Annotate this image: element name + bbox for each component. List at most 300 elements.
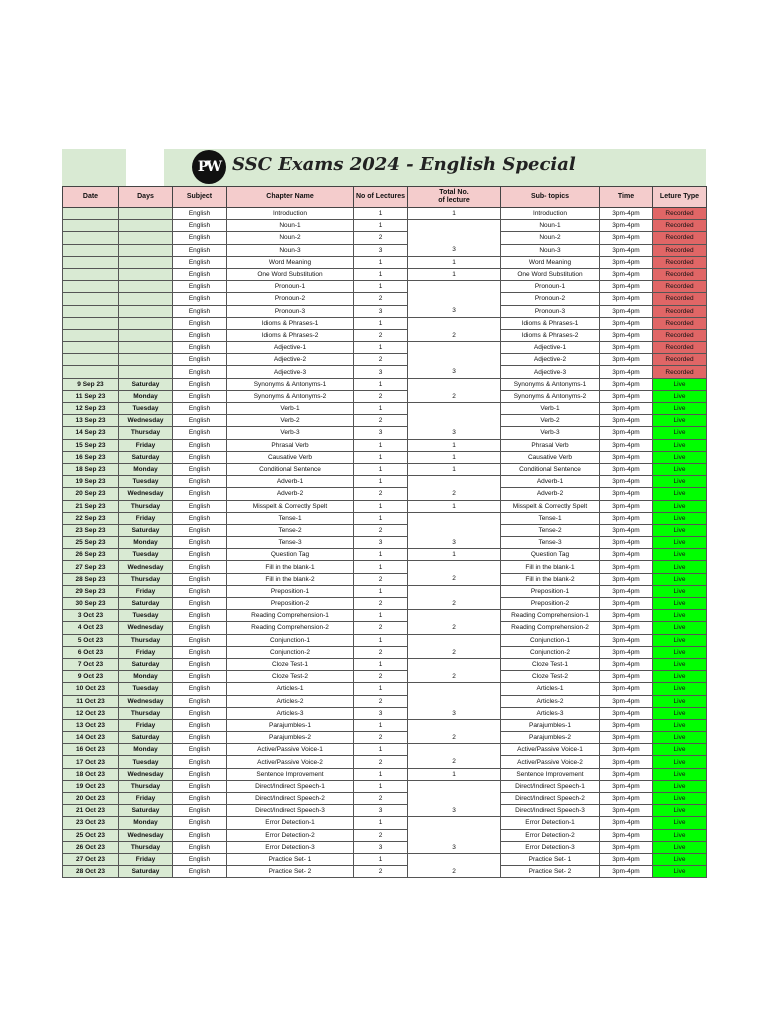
cell-subtopic: Preposition-2	[501, 598, 600, 610]
cell-time: 3pm-4pm	[600, 415, 653, 427]
cell-subject: English	[173, 732, 227, 744]
table-row	[63, 281, 707, 293]
cell-subtopic: Noun-3	[501, 244, 600, 256]
cell-day	[119, 220, 173, 232]
table-row	[63, 500, 707, 512]
logo-container	[126, 149, 221, 186]
cell-total: 2	[408, 866, 501, 878]
cell-chapter: Question Tag	[227, 549, 354, 561]
cell-subtopic: Idioms & Phrases-2	[501, 329, 600, 341]
cell-time: 3pm-4pm	[600, 451, 653, 463]
cell-chapter: Noun-2	[227, 232, 354, 244]
cell-total: 2	[408, 671, 501, 683]
cell-subtopic: Tense-2	[501, 524, 600, 536]
cell-time: 3pm-4pm	[600, 732, 653, 744]
cell-subject: English	[173, 549, 227, 561]
cell-lectures: 3	[354, 305, 408, 317]
cell-lectures: 2	[354, 756, 408, 768]
cell-lectures: 3	[354, 427, 408, 439]
cell-type: Live	[653, 439, 707, 451]
cell-type: Live	[653, 768, 707, 780]
cell-total: 2	[408, 756, 501, 768]
cell-subject: English	[173, 317, 227, 329]
cell-total	[408, 476, 501, 488]
pw-logo-icon: PW	[192, 150, 226, 184]
cell-date	[63, 244, 119, 256]
cell-day	[119, 329, 173, 341]
cell-subject: English	[173, 756, 227, 768]
cell-total: 3	[408, 244, 501, 256]
cell-time: 3pm-4pm	[600, 476, 653, 488]
table-row	[63, 354, 707, 366]
cell-type: Live	[653, 866, 707, 878]
cell-chapter: Introduction	[227, 208, 354, 220]
cell-time: 3pm-4pm	[600, 756, 653, 768]
cell-time: 3pm-4pm	[600, 427, 653, 439]
table-row	[63, 866, 707, 878]
cell-type: Recorded	[653, 256, 707, 268]
table-row	[63, 268, 707, 280]
cell-subject: English	[173, 500, 227, 512]
cell-day: Saturday	[119, 732, 173, 744]
cell-chapter: Fill in the blank-1	[227, 561, 354, 573]
cell-type: Live	[653, 451, 707, 463]
cell-date: 10 Oct 23	[63, 683, 119, 695]
cell-chapter: Active/Passive Voice-1	[227, 744, 354, 756]
cell-date: 12 Sep 23	[63, 403, 119, 415]
cell-date: 28 Sep 23	[63, 573, 119, 585]
cell-subject: English	[173, 610, 227, 622]
cell-day	[119, 256, 173, 268]
cell-subject: English	[173, 390, 227, 402]
col-total-lectures: Total No. of lecture	[408, 187, 501, 208]
cell-date: 16 Sep 23	[63, 451, 119, 463]
cell-subject: English	[173, 646, 227, 658]
table-row	[63, 719, 707, 731]
cell-date: 26 Sep 23	[63, 549, 119, 561]
cell-day: Thursday	[119, 634, 173, 646]
cell-time: 3pm-4pm	[600, 342, 653, 354]
cell-day: Wednesday	[119, 695, 173, 707]
cell-subtopic: Adverb-2	[501, 488, 600, 500]
cell-subtopic: Direct/Indirect Speech-2	[501, 793, 600, 805]
cell-date: 14 Oct 23	[63, 732, 119, 744]
cell-subject: English	[173, 719, 227, 731]
cell-time: 3pm-4pm	[600, 853, 653, 865]
cell-total	[408, 342, 501, 354]
cell-total	[408, 634, 501, 646]
cell-type: Live	[653, 378, 707, 390]
cell-type: Live	[653, 561, 707, 573]
cell-chapter: Noun-1	[227, 220, 354, 232]
cell-day: Thursday	[119, 427, 173, 439]
cell-subject: English	[173, 268, 227, 280]
cell-lectures: 2	[354, 829, 408, 841]
cell-chapter: Conjunction-2	[227, 646, 354, 658]
cell-type: Live	[653, 695, 707, 707]
cell-date: 9 Sep 23	[63, 378, 119, 390]
cell-chapter: Articles-3	[227, 707, 354, 719]
cell-date: 21 Sep 23	[63, 500, 119, 512]
cell-chapter: Articles-2	[227, 695, 354, 707]
table-row	[63, 329, 707, 341]
cell-day	[119, 354, 173, 366]
cell-chapter: Verb-2	[227, 415, 354, 427]
cell-date	[63, 366, 119, 378]
cell-day: Friday	[119, 585, 173, 597]
cell-day	[119, 317, 173, 329]
cell-date: 23 Sep 23	[63, 524, 119, 536]
cell-day: Monday	[119, 744, 173, 756]
cell-type: Recorded	[653, 305, 707, 317]
cell-chapter: Direct/Indirect Speech-2	[227, 793, 354, 805]
cell-subject: English	[173, 866, 227, 878]
table-row	[63, 817, 707, 829]
cell-subject: English	[173, 232, 227, 244]
cell-type: Recorded	[653, 366, 707, 378]
cell-time: 3pm-4pm	[600, 403, 653, 415]
cell-chapter: Synonyms & Antonyms-1	[227, 378, 354, 390]
cell-time: 3pm-4pm	[600, 744, 653, 756]
cell-type: Live	[653, 512, 707, 524]
cell-date: 25 Sep 23	[63, 537, 119, 549]
table-row	[63, 561, 707, 573]
cell-total: 3	[408, 841, 501, 853]
cell-chapter: Causative Verb	[227, 451, 354, 463]
cell-total	[408, 354, 501, 366]
cell-subject: English	[173, 244, 227, 256]
cell-time: 3pm-4pm	[600, 439, 653, 451]
cell-day: Friday	[119, 512, 173, 524]
cell-subtopic: Pronoun-1	[501, 281, 600, 293]
cell-type: Recorded	[653, 232, 707, 244]
table-row	[63, 634, 707, 646]
col-no-of-lectures: No of Lectures	[354, 187, 408, 208]
cell-time: 3pm-4pm	[600, 622, 653, 634]
cell-lectures: 1	[354, 634, 408, 646]
cell-total: 1	[408, 208, 501, 220]
cell-chapter: Tense-2	[227, 524, 354, 536]
cell-subtopic: Noun-2	[501, 232, 600, 244]
cell-subtopic: Pronoun-2	[501, 293, 600, 305]
cell-day: Wednesday	[119, 829, 173, 841]
cell-lectures: 1	[354, 817, 408, 829]
cell-day: Friday	[119, 646, 173, 658]
cell-chapter: Conditional Sentence	[227, 463, 354, 475]
cell-total: 1	[408, 463, 501, 475]
cell-subject: English	[173, 829, 227, 841]
cell-day: Monday	[119, 463, 173, 475]
cell-chapter: Fill in the blank-2	[227, 573, 354, 585]
cell-day	[119, 366, 173, 378]
cell-time: 3pm-4pm	[600, 829, 653, 841]
col-days: Days	[119, 187, 173, 208]
cell-subject: English	[173, 463, 227, 475]
cell-subtopic: Causative Verb	[501, 451, 600, 463]
cell-chapter: Pronoun-2	[227, 293, 354, 305]
cell-chapter: Error Detection-2	[227, 829, 354, 841]
cell-subtopic: Practice Set- 2	[501, 866, 600, 878]
cell-lectures: 1	[354, 378, 408, 390]
cell-day: Monday	[119, 537, 173, 549]
cell-lectures: 2	[354, 232, 408, 244]
cell-subtopic: Parajumbles-1	[501, 719, 600, 731]
cell-lectures: 2	[354, 293, 408, 305]
col-subject: Subject	[173, 187, 227, 208]
cell-day: Saturday	[119, 524, 173, 536]
cell-total	[408, 744, 501, 756]
schedule-table	[62, 186, 707, 878]
cell-date: 5 Oct 23	[63, 634, 119, 646]
cell-total	[408, 232, 501, 244]
cell-chapter: Synonyms & Antonyms-2	[227, 390, 354, 402]
cell-chapter: Tense-3	[227, 537, 354, 549]
cell-chapter: Direct/Indirect Speech-1	[227, 780, 354, 792]
cell-subtopic: Error Detection-2	[501, 829, 600, 841]
cell-total	[408, 403, 501, 415]
table-row	[63, 732, 707, 744]
cell-lectures: 2	[354, 793, 408, 805]
cell-total: 2	[408, 646, 501, 658]
cell-subject: English	[173, 415, 227, 427]
cell-time: 3pm-4pm	[600, 244, 653, 256]
cell-subtopic: Error Detection-1	[501, 817, 600, 829]
cell-total: 2	[408, 488, 501, 500]
cell-lectures: 1	[354, 683, 408, 695]
cell-total: 3	[408, 707, 501, 719]
cell-subtopic: Synonyms & Antonyms-1	[501, 378, 600, 390]
table-row	[63, 683, 707, 695]
cell-subtopic: Conditional Sentence	[501, 463, 600, 475]
cell-lectures: 1	[354, 853, 408, 865]
cell-time: 3pm-4pm	[600, 268, 653, 280]
cell-date: 18 Oct 23	[63, 768, 119, 780]
cell-subject: English	[173, 744, 227, 756]
cell-subject: English	[173, 476, 227, 488]
cell-type: Live	[653, 634, 707, 646]
cell-day: Thursday	[119, 573, 173, 585]
cell-subject: English	[173, 817, 227, 829]
table-row	[63, 256, 707, 268]
cell-type: Live	[653, 610, 707, 622]
cell-total	[408, 829, 501, 841]
cell-lectures: 2	[354, 866, 408, 878]
table-row	[63, 573, 707, 585]
cell-chapter: Preposition-1	[227, 585, 354, 597]
cell-total	[408, 610, 501, 622]
cell-subtopic: Introduction	[501, 208, 600, 220]
cell-type: Live	[653, 476, 707, 488]
cell-total: 3	[408, 366, 501, 378]
table-row	[63, 524, 707, 536]
cell-lectures: 1	[354, 780, 408, 792]
cell-total	[408, 683, 501, 695]
cell-day: Friday	[119, 853, 173, 865]
table-row	[63, 415, 707, 427]
cell-subtopic: Phrasal Verb	[501, 439, 600, 451]
cell-date	[63, 293, 119, 305]
cell-date	[63, 305, 119, 317]
cell-date: 13 Oct 23	[63, 719, 119, 731]
cell-subject: English	[173, 683, 227, 695]
col-chapter-name: Chapter Name	[227, 187, 354, 208]
cell-subject: English	[173, 768, 227, 780]
cell-type: Live	[653, 707, 707, 719]
cell-subject: English	[173, 805, 227, 817]
cell-lectures: 2	[354, 695, 408, 707]
cell-time: 3pm-4pm	[600, 232, 653, 244]
cell-type: Recorded	[653, 293, 707, 305]
cell-type: Live	[653, 598, 707, 610]
cell-time: 3pm-4pm	[600, 329, 653, 341]
table-row	[63, 610, 707, 622]
table-row	[63, 707, 707, 719]
cell-date: 4 Oct 23	[63, 622, 119, 634]
cell-total: 1	[408, 768, 501, 780]
cell-total	[408, 561, 501, 573]
cell-chapter: Tense-1	[227, 512, 354, 524]
cell-day	[119, 268, 173, 280]
cell-subtopic: Preposition-1	[501, 585, 600, 597]
table-row	[63, 293, 707, 305]
table-row	[63, 232, 707, 244]
cell-total: 1	[408, 268, 501, 280]
table-row	[63, 829, 707, 841]
cell-total: 2	[408, 598, 501, 610]
cell-chapter: Word Meaning	[227, 256, 354, 268]
cell-chapter: Pronoun-1	[227, 281, 354, 293]
cell-lectures: 1	[354, 744, 408, 756]
table-row	[63, 220, 707, 232]
cell-total	[408, 281, 501, 293]
page-title: SSC Exams 2024 - English Special	[232, 154, 576, 175]
cell-subtopic: Articles-1	[501, 683, 600, 695]
table-row	[63, 342, 707, 354]
cell-subtopic: Active/Passive Voice-1	[501, 744, 600, 756]
cell-subject: English	[173, 573, 227, 585]
cell-subtopic: Idioms & Phrases-1	[501, 317, 600, 329]
cell-type: Live	[653, 463, 707, 475]
cell-chapter: Cloze Test-2	[227, 671, 354, 683]
cell-subject: English	[173, 342, 227, 354]
cell-day: Tuesday	[119, 549, 173, 561]
cell-subtopic: Conjunction-1	[501, 634, 600, 646]
cell-chapter: Error Detection-1	[227, 817, 354, 829]
cell-chapter: Error Detection-3	[227, 841, 354, 853]
cell-time: 3pm-4pm	[600, 719, 653, 731]
cell-type: Live	[653, 585, 707, 597]
cell-type: Live	[653, 488, 707, 500]
table-row	[63, 622, 707, 634]
cell-chapter: Active/Passive Voice-2	[227, 756, 354, 768]
cell-type: Live	[653, 732, 707, 744]
cell-time: 3pm-4pm	[600, 488, 653, 500]
cell-type: Live	[653, 683, 707, 695]
cell-date: 16 Oct 23	[63, 744, 119, 756]
cell-subtopic: Adverb-1	[501, 476, 600, 488]
cell-time: 3pm-4pm	[600, 390, 653, 402]
cell-day	[119, 305, 173, 317]
cell-day: Wednesday	[119, 622, 173, 634]
cell-total	[408, 658, 501, 670]
cell-chapter: Adjective-3	[227, 366, 354, 378]
cell-subtopic: Adjective-1	[501, 342, 600, 354]
cell-chapter: Noun-3	[227, 244, 354, 256]
col-sub-topics: Sub- topics	[501, 187, 600, 208]
cell-subject: English	[173, 427, 227, 439]
cell-date: 26 Oct 23	[63, 841, 119, 853]
cell-date: 21 Oct 23	[63, 805, 119, 817]
column-header-row	[63, 187, 707, 208]
cell-date: 19 Sep 23	[63, 476, 119, 488]
sheet-header	[62, 149, 706, 186]
cell-time: 3pm-4pm	[600, 305, 653, 317]
cell-type: Recorded	[653, 268, 707, 280]
cell-time: 3pm-4pm	[600, 463, 653, 475]
cell-chapter: Practice Set- 2	[227, 866, 354, 878]
cell-type: Recorded	[653, 329, 707, 341]
cell-total	[408, 524, 501, 536]
cell-subtopic: Articles-2	[501, 695, 600, 707]
cell-subject: English	[173, 256, 227, 268]
cell-chapter: Cloze Test-1	[227, 658, 354, 670]
cell-time: 3pm-4pm	[600, 793, 653, 805]
table-row	[63, 744, 707, 756]
cell-date: 23 Oct 23	[63, 817, 119, 829]
cell-lectures: 3	[354, 366, 408, 378]
cell-date: 28 Oct 23	[63, 866, 119, 878]
cell-lectures: 1	[354, 220, 408, 232]
cell-type: Live	[653, 793, 707, 805]
cell-date: 17 Oct 23	[63, 756, 119, 768]
cell-time: 3pm-4pm	[600, 780, 653, 792]
cell-date: 20 Oct 23	[63, 793, 119, 805]
cell-total: 2	[408, 390, 501, 402]
cell-time: 3pm-4pm	[600, 317, 653, 329]
cell-date: 22 Sep 23	[63, 512, 119, 524]
cell-subject: English	[173, 537, 227, 549]
table-row	[63, 390, 707, 402]
cell-date: 9 Oct 23	[63, 671, 119, 683]
cell-date: 27 Oct 23	[63, 853, 119, 865]
cell-lectures: 1	[354, 719, 408, 731]
cell-chapter: Adjective-1	[227, 342, 354, 354]
cell-time: 3pm-4pm	[600, 524, 653, 536]
cell-time: 3pm-4pm	[600, 512, 653, 524]
cell-subject: English	[173, 793, 227, 805]
cell-total: 3	[408, 805, 501, 817]
cell-chapter: Misspelt & Correctly Spelt	[227, 500, 354, 512]
cell-day	[119, 208, 173, 220]
cell-total: 3	[408, 537, 501, 549]
cell-subtopic: Tense-3	[501, 537, 600, 549]
cell-chapter: Phrasal Verb	[227, 439, 354, 451]
cell-time: 3pm-4pm	[600, 610, 653, 622]
table-row	[63, 537, 707, 549]
cell-type: Live	[653, 390, 707, 402]
cell-lectures: 2	[354, 524, 408, 536]
cell-date	[63, 232, 119, 244]
cell-time: 3pm-4pm	[600, 549, 653, 561]
cell-lectures: 2	[354, 329, 408, 341]
cell-time: 3pm-4pm	[600, 220, 653, 232]
cell-total	[408, 317, 501, 329]
cell-lectures: 1	[354, 281, 408, 293]
cell-lectures: 2	[354, 598, 408, 610]
cell-subject: English	[173, 780, 227, 792]
cell-subject: English	[173, 853, 227, 865]
cell-day: Tuesday	[119, 610, 173, 622]
